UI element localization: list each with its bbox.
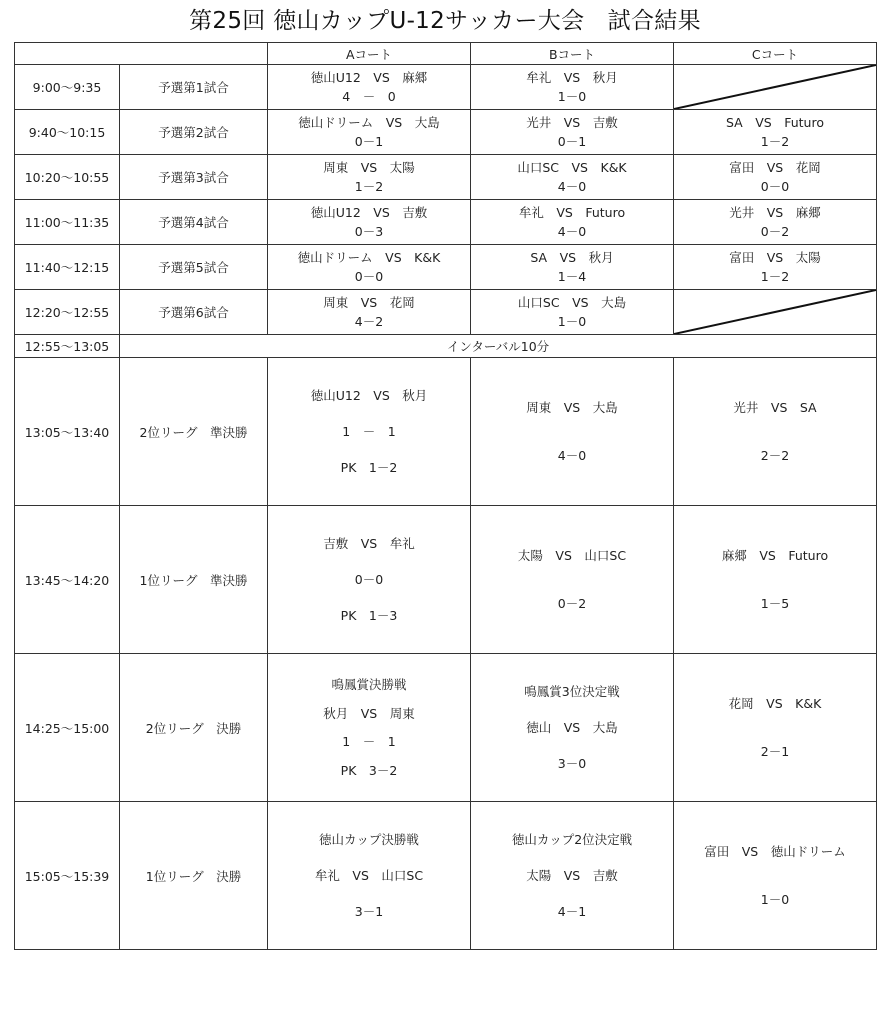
court-b-text-line: 山口SC VS 大島: [517, 295, 627, 310]
match-time: 14:25～15:00: [15, 654, 120, 802]
court-c-result: [674, 802, 877, 950]
court-c-result: [674, 506, 877, 654]
court-c-text-line: 0－0: [760, 179, 790, 194]
match-time: 15:05～15:39: [15, 802, 120, 950]
final-match-row: [15, 358, 877, 506]
court-c-text-line: 0－2: [760, 224, 790, 239]
match-round: 予選第6試合: [120, 290, 268, 335]
court-a-text-line: 4－2: [354, 314, 384, 329]
match-time: 12:20～12:55: [15, 290, 120, 335]
court-b-text-line: SA VS 秋月: [530, 250, 614, 265]
match-round: 予選第4試合: [120, 200, 268, 245]
court-b-result: [471, 358, 674, 506]
court-c-text-line: 1－2: [760, 269, 790, 284]
court-c-text: [674, 200, 876, 244]
court-b-text-line: 1－0: [557, 89, 587, 104]
court-a-text-line: 徳山ドリーム VS 大島: [298, 115, 440, 130]
court-a-result: [268, 65, 471, 110]
court-c-text-line: 富田 VS 花岡: [729, 160, 821, 175]
final-match-row: [15, 654, 877, 802]
court-b-text-line: 4－0: [557, 224, 587, 239]
match-time: 13:45～14:20: [15, 506, 120, 654]
preliminary-match-row: [15, 290, 877, 335]
court-a-text: [268, 245, 470, 289]
court-b-result: [471, 65, 674, 110]
court-c-text-line: 花岡 VS K&K: [728, 696, 822, 711]
match-round: 予選第2試合: [120, 110, 268, 155]
preliminary-match-row: [15, 110, 877, 155]
court-c-text-line: 麻郷 VS Futuro: [721, 548, 829, 563]
court-a-text-line: 徳山U12 VS 吉敷: [310, 205, 428, 220]
court-a-result: [268, 110, 471, 155]
court-a-text-line: 3－1: [354, 904, 384, 919]
court-a-text-line: 徳山U12 VS 秋月: [310, 388, 428, 403]
court-a-text: [268, 802, 470, 949]
court-b-text: [471, 290, 673, 334]
preliminary-match-row: [15, 200, 877, 245]
court-a-text: [268, 200, 470, 244]
match-round: 1位リーグ 準決勝: [120, 506, 268, 654]
match-time: 13:05～13:40: [15, 358, 120, 506]
court-c-text-line: 1－2: [760, 134, 790, 149]
header-court-b: Bコート: [471, 43, 674, 65]
court-b-text: [471, 110, 673, 154]
preliminary-match-row: [15, 155, 877, 200]
court-b-text-line: 0－2: [557, 596, 587, 611]
court-b-text: [471, 200, 673, 244]
court-c-result: [674, 110, 877, 155]
match-round: 予選第5試合: [120, 245, 268, 290]
court-b-result: [471, 110, 674, 155]
match-time: 11:00～11:35: [15, 200, 120, 245]
court-a-result: [268, 654, 471, 802]
court-b-text-line: 牟礼 VS Futuro: [518, 205, 626, 220]
court-c-text-line: 1－5: [760, 596, 790, 611]
court-a-text-line: 1－2: [354, 179, 384, 194]
court-a-text-line: 4 － 0: [342, 89, 396, 104]
court-a-text-line: 0－3: [354, 224, 384, 239]
court-b-text: [471, 506, 673, 653]
court-a-result: [268, 200, 471, 245]
court-a-text: [268, 654, 470, 801]
court-a-text-line: 1 － 1: [342, 734, 396, 750]
court-a-result: [268, 290, 471, 335]
court-a-text-line: 徳山U12 VS 麻郷: [310, 70, 428, 85]
court-c-result: [674, 200, 877, 245]
match-round: 2位リーグ 準決勝: [120, 358, 268, 506]
court-a-text-line: 1 － 1: [342, 424, 396, 439]
header-blank: [15, 43, 268, 65]
match-round: 予選第3試合: [120, 155, 268, 200]
court-c-result: [674, 245, 877, 290]
court-a-text-line: PK 1－2: [340, 460, 398, 475]
court-c-text-line: 1－0: [760, 892, 790, 907]
court-c-text: [674, 245, 876, 289]
court-a-text-line: 徳山カップ決勝戦: [319, 832, 419, 847]
match-round: 予選第1試合: [120, 65, 268, 110]
court-c-result: [674, 358, 877, 506]
court-c-result: [674, 155, 877, 200]
court-b-result: [471, 200, 674, 245]
court-b-text-line: 光井 VS 吉敷: [526, 115, 618, 130]
court-c-text-line: 2－1: [760, 744, 790, 759]
court-c-text: [674, 802, 876, 949]
court-b-text: [471, 358, 673, 505]
court-b-text-line: 4－1: [557, 904, 587, 919]
court-a-text: [268, 110, 470, 154]
court-c-result: [674, 654, 877, 802]
court-a-result: [268, 506, 471, 654]
court-b-result: [471, 245, 674, 290]
match-time: 9:00～9:35: [15, 65, 120, 110]
court-b-text: [471, 654, 673, 801]
court-b-text-line: 山口SC VS K&K: [517, 160, 627, 175]
header-row: [15, 43, 877, 65]
court-a-text-line: PK 3－2: [340, 763, 398, 779]
interval-time: 12:55～13:05: [15, 335, 120, 358]
court-a-text-line: 秋月 VS 周東: [323, 705, 415, 721]
court-b-text: [471, 802, 673, 949]
court-b-text-line: 3－0: [557, 756, 587, 771]
court-a-text: [268, 358, 470, 505]
empty-court-c: [674, 290, 877, 335]
final-match-row: [15, 506, 877, 654]
court-c-text-line: SA VS Futuro: [726, 115, 824, 130]
court-c-text-line: 光井 VS 麻郷: [729, 205, 821, 220]
court-b-text-line: 徳山カップ2位決定戦: [511, 832, 633, 847]
court-a-text-line: PK 1－3: [340, 608, 398, 623]
court-b-result: [471, 155, 674, 200]
court-a-text-line: 0－0: [354, 269, 384, 284]
interval-row: [15, 335, 877, 358]
court-b-text-line: 1－4: [557, 269, 587, 284]
court-a-text: [268, 506, 470, 653]
match-round: 2位リーグ 決勝: [120, 654, 268, 802]
header-court-c: Cコート: [674, 43, 877, 65]
court-c-text-line: 光井 VS SA: [733, 400, 817, 415]
court-a-text: [268, 290, 470, 334]
page-title: 第25回 徳山カップU-12サッカー大会 試合結果: [189, 8, 701, 34]
court-b-result: [471, 654, 674, 802]
court-b-text-line: 1－0: [557, 314, 587, 329]
court-b-text-line: 太陽 VS 山口SC: [517, 548, 627, 563]
empty-court-c: [674, 65, 877, 110]
court-b-text-line: 太陽 VS 吉敷: [526, 868, 618, 883]
match-round: 1位リーグ 決勝: [120, 802, 268, 950]
court-c-text: [674, 358, 876, 505]
court-a-text-line: 吉敷 VS 牟礼: [323, 536, 415, 551]
court-a-text-line: 牟礼 VS 山口SC: [314, 868, 424, 883]
court-c-text-line: 富田 VS 太陽: [729, 250, 821, 265]
court-b-text-line: 4－0: [557, 179, 587, 194]
court-a-text-line: 鳴鳳賞決勝戦: [331, 676, 407, 692]
court-a-text-line: 周東 VS 花岡: [323, 295, 415, 310]
court-c-text: [674, 506, 876, 653]
court-b-text-line: 0－1: [557, 134, 587, 149]
court-c-text-line: 2－2: [760, 448, 790, 463]
preliminary-match-row: [15, 65, 877, 110]
court-a-text-line: 0－0: [354, 572, 384, 587]
header-court-a: Aコート: [268, 43, 471, 65]
court-a-result: [268, 358, 471, 506]
interval-label: インターバル10分: [120, 335, 877, 358]
court-b-text-line: 周東 VS 大島: [526, 400, 618, 415]
court-b-result: [471, 802, 674, 950]
court-c-text: [674, 155, 876, 199]
court-c-text: [674, 110, 876, 154]
court-c-text: [674, 654, 876, 801]
court-b-text: [471, 155, 673, 199]
court-a-result: [268, 155, 471, 200]
preliminary-match-row: [15, 245, 877, 290]
court-a-text-line: 0－1: [354, 134, 384, 149]
court-a-text: [268, 155, 470, 199]
court-b-text: [471, 245, 673, 289]
court-b-result: [471, 290, 674, 335]
court-b-text-line: 4－0: [557, 448, 587, 463]
court-c-text-line: 富田 VS 徳山ドリーム: [704, 844, 846, 859]
court-b-text-line: 牟礼 VS 秋月: [526, 70, 618, 85]
match-time: 9:40～10:15: [15, 110, 120, 155]
court-b-text-line: 徳山 VS 大島: [526, 720, 618, 735]
match-time: 11:40～12:15: [15, 245, 120, 290]
results-table: [14, 42, 877, 950]
court-a-text-line: 徳山ドリーム VS K&K: [297, 250, 441, 265]
court-a-text: [268, 65, 470, 109]
court-b-text-line: 鳴鳳賞3位決定戦: [524, 684, 620, 699]
court-a-result: [268, 245, 471, 290]
match-time: 10:20～10:55: [15, 155, 120, 200]
court-b-result: [471, 506, 674, 654]
court-a-result: [268, 802, 471, 950]
court-a-text-line: 周東 VS 太陽: [323, 160, 415, 175]
final-match-row: [15, 802, 877, 950]
court-b-text: [471, 65, 673, 109]
